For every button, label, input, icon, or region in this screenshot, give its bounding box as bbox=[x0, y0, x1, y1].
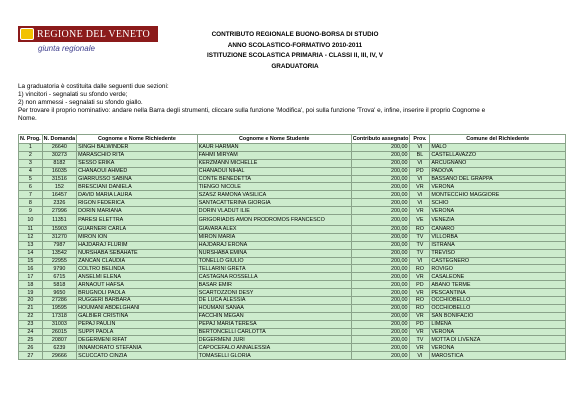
cell-contributo: 200,00 bbox=[351, 273, 410, 281]
cell-studente: HOUMANI SANAA bbox=[197, 304, 351, 312]
cell-studente: FACCHIN MEGAN bbox=[197, 312, 351, 320]
cell-contributo: 200,00 bbox=[351, 159, 410, 167]
cell-studente: DEGERMENI JURI bbox=[197, 336, 351, 344]
cell-comune: MALO bbox=[430, 144, 566, 152]
cell-comune: VERONA bbox=[430, 328, 566, 336]
table-row bbox=[19, 207, 566, 215]
cell-contributo: 200,00 bbox=[351, 257, 410, 265]
intro-line-2: 1) vincitori - segnalati su sfondo verde; bbox=[18, 91, 128, 98]
header-line-3: ISTITUZIONE SCOLASTICA PRIMARIA - CLASSI II, III, IV, V bbox=[206, 52, 384, 60]
cell-n-domanda: 27996 bbox=[42, 207, 76, 215]
cell-comune: LIMENA bbox=[430, 320, 566, 328]
header-comune: Comune del Richiedente bbox=[430, 135, 566, 144]
logo-title: REGIONE DEL VENETO bbox=[37, 28, 150, 40]
cell-richiedente: ANSELMI ELENA bbox=[77, 273, 198, 281]
cell-contributo: 200,00 bbox=[351, 144, 410, 152]
table-row bbox=[19, 183, 566, 191]
cell-richiedente: SESSO ERIKA bbox=[77, 159, 198, 167]
cell-richiedente: HOUMANI ABDELGHANI bbox=[77, 304, 198, 312]
cell-n-domanda: 30273 bbox=[42, 151, 76, 159]
table-row bbox=[19, 241, 566, 249]
cell-richiedente: MARASCHIO RITA bbox=[77, 151, 198, 159]
cell-contributo: 200,00 bbox=[351, 312, 410, 320]
cell-comune: TREVISO bbox=[430, 249, 566, 257]
cell-contributo: 200,00 bbox=[351, 207, 410, 215]
table-row bbox=[19, 352, 566, 360]
cell-n-prog: 10 bbox=[19, 215, 43, 226]
cell-n-prog: 21 bbox=[19, 304, 43, 312]
cell-contributo: 200,00 bbox=[351, 281, 410, 289]
cell-contributo: 200,00 bbox=[351, 191, 410, 199]
cell-contributo: 200,00 bbox=[351, 320, 410, 328]
cell-richiedente: DAVID MARIA LAURA bbox=[77, 191, 198, 199]
header-line-1: CONTRIBUTO REGIONALE BUONO-BORSA DI STUDIO bbox=[211, 31, 379, 38]
cell-studente: CAPOCEFALO ANNALESSIA bbox=[197, 344, 351, 352]
cell-studente: FAHMI MIRYAM bbox=[197, 151, 351, 159]
cell-n-domanda: 31516 bbox=[42, 175, 76, 183]
cell-comune: ISTRANA bbox=[430, 241, 566, 249]
cell-n-domanda: 26640 bbox=[42, 144, 76, 152]
cell-n-prog: 16 bbox=[19, 265, 43, 273]
cell-n-prog: 20 bbox=[19, 297, 43, 305]
cell-n-prog: 15 bbox=[19, 257, 43, 265]
cell-n-domanda: 19595 bbox=[42, 304, 76, 312]
cell-contributo: 200,00 bbox=[351, 241, 410, 249]
cell-contributo: 200,00 bbox=[351, 151, 410, 159]
cell-n-prog: 4 bbox=[19, 167, 43, 175]
cell-prov: TV bbox=[410, 241, 430, 249]
cell-contributo: 200,00 bbox=[351, 297, 410, 305]
cell-prov: PD bbox=[410, 167, 430, 175]
cell-richiedente: GUARNERI CARLA bbox=[77, 226, 198, 234]
intro-text bbox=[18, 83, 558, 123]
logo-subtitle: giunta regionale bbox=[38, 44, 95, 53]
cell-n-prog: 13 bbox=[19, 241, 43, 249]
cell-comune: OCCHIOBELLO bbox=[430, 297, 566, 305]
cell-comune: PESCANTINA bbox=[430, 289, 566, 297]
cell-comune: SAN BONIFACIO bbox=[430, 312, 566, 320]
cell-comune: CANARO bbox=[430, 226, 566, 234]
table-row bbox=[19, 159, 566, 167]
cell-n-domanda: 27286 bbox=[42, 297, 76, 305]
cell-studente: TONELLO GIULIO bbox=[197, 257, 351, 265]
cell-n-prog: 12 bbox=[19, 233, 43, 241]
table-row bbox=[19, 233, 566, 241]
cell-n-domanda: 152 bbox=[42, 183, 76, 191]
cell-n-domanda: 15903 bbox=[42, 226, 76, 234]
table-row bbox=[19, 289, 566, 297]
cell-richiedente: BRESCIANI DANIELA bbox=[77, 183, 198, 191]
cell-richiedente: CHANAOUI AHMED bbox=[77, 167, 198, 175]
header-line-4: GRADUATORIA bbox=[271, 62, 319, 70]
intro-line-1: La graduatoria è costituita dalle seguenti due sezioni: bbox=[18, 83, 169, 90]
cell-prov: BL bbox=[410, 151, 430, 159]
cell-n-prog: 19 bbox=[19, 289, 43, 297]
cell-n-prog: 6 bbox=[19, 183, 43, 191]
cell-prov: VR bbox=[410, 312, 430, 320]
cell-n-domanda: 17318 bbox=[42, 312, 76, 320]
cell-prov: VR bbox=[410, 273, 430, 281]
cell-n-prog: 17 bbox=[19, 273, 43, 281]
cell-prov: RO bbox=[410, 265, 430, 273]
intro-line-3: 2) non ammessi - segnalati su sfondo giallo. bbox=[18, 99, 143, 106]
cell-studente: BASAR EMIR bbox=[197, 281, 351, 289]
header-n-prog: N. Prog. bbox=[20, 136, 41, 142]
cell-contributo: 200,00 bbox=[351, 336, 410, 344]
cell-richiedente: SCUCCATO CINZIA bbox=[77, 352, 198, 360]
cell-n-domanda: 8182 bbox=[42, 159, 76, 167]
cell-n-domanda: 6239 bbox=[42, 344, 76, 352]
cell-richiedente: COLTRO BELINDA bbox=[77, 265, 198, 273]
cell-comune: CASALEONE bbox=[430, 273, 566, 281]
table-row bbox=[19, 312, 566, 320]
table-row bbox=[19, 215, 566, 226]
cell-n-domanda: 13542 bbox=[42, 249, 76, 257]
cell-comune: MONTECCHIO MAGGIORE bbox=[430, 191, 566, 199]
header-n-domanda: N. Domanda bbox=[43, 136, 76, 142]
cell-contributo: 200,00 bbox=[351, 215, 410, 226]
cell-prov: VI bbox=[410, 175, 430, 183]
header-contributo: Contributo assegnato bbox=[352, 136, 409, 142]
cell-richiedente: PARESI ELETTRA bbox=[77, 215, 198, 226]
cell-prov: VI bbox=[410, 352, 430, 360]
cell-n-domanda: 9790 bbox=[42, 265, 76, 273]
cell-n-prog: 22 bbox=[19, 312, 43, 320]
cell-prov: VR bbox=[410, 207, 430, 215]
cell-prov: VI bbox=[410, 191, 430, 199]
cell-n-domanda: 11351 bbox=[42, 215, 76, 226]
cell-comune: PADOVA bbox=[430, 167, 566, 175]
table-row bbox=[19, 320, 566, 328]
cell-prov: VR bbox=[410, 344, 430, 352]
cell-n-domanda: 26015 bbox=[42, 328, 76, 336]
cell-prov: TV bbox=[410, 249, 430, 257]
cell-comune: VERONA bbox=[430, 183, 566, 191]
cell-n-domanda: 22955 bbox=[42, 257, 76, 265]
cell-studente: PEPAJ MARIA TERESA bbox=[197, 320, 351, 328]
cell-richiedente: RUGGERI BARBARA bbox=[77, 297, 198, 305]
table-header-row bbox=[19, 135, 566, 144]
header-line-2: ANNO SCOLASTICO-FORMATIVO 2010-2011 bbox=[227, 41, 363, 49]
cell-studente: DORIN VLADUT ILIE bbox=[197, 207, 351, 215]
cell-comune: VERONA bbox=[430, 344, 566, 352]
cell-n-domanda: 7987 bbox=[42, 241, 76, 249]
table-row bbox=[19, 336, 566, 344]
cell-n-domanda: 5818 bbox=[42, 281, 76, 289]
cell-contributo: 200,00 bbox=[351, 328, 410, 336]
cell-n-domanda: 20807 bbox=[42, 336, 76, 344]
cell-studente: CONTE BENEDETTA bbox=[197, 175, 351, 183]
cell-prov: VI bbox=[410, 199, 430, 207]
cell-richiedente: SINGH BALWINDER bbox=[77, 144, 198, 152]
cell-studente: NURSHABA EMINA bbox=[197, 249, 351, 257]
cell-studente: GRIGORIADIS AMON PRODROMOS FRANCESCO bbox=[197, 215, 351, 226]
cell-richiedente: SUPPI PAOLA bbox=[77, 328, 198, 336]
header-prov: Prov. bbox=[410, 135, 430, 144]
table-row bbox=[19, 344, 566, 352]
cell-n-domanda: 16457 bbox=[42, 191, 76, 199]
cell-n-prog: 26 bbox=[19, 344, 43, 352]
cell-n-domanda: 2326 bbox=[42, 199, 76, 207]
cell-prov: VE bbox=[410, 215, 430, 226]
cell-richiedente: NURSHABA SEBAHATE bbox=[77, 249, 198, 257]
cell-studente: KAUR HARMAN bbox=[197, 144, 351, 152]
cell-prov: VI bbox=[410, 144, 430, 152]
cell-n-prog: 18 bbox=[19, 281, 43, 289]
cell-contributo: 200,00 bbox=[351, 344, 410, 352]
cell-contributo: 200,00 bbox=[351, 352, 410, 360]
cell-n-domanda: 6715 bbox=[42, 273, 76, 281]
table-row bbox=[19, 297, 566, 305]
cell-contributo: 200,00 bbox=[351, 226, 410, 234]
cell-studente: HAJDARAJ ERONA bbox=[197, 241, 351, 249]
cell-comune: MOTTA DI LIVENZA bbox=[430, 336, 566, 344]
cell-richiedente: BRUGNOLI PAOLA bbox=[77, 289, 198, 297]
table-row bbox=[19, 175, 566, 183]
cell-comune: VENEZIA bbox=[430, 215, 566, 226]
table-row bbox=[19, 151, 566, 159]
cell-richiedente: DEGERMENI RIFAT bbox=[77, 336, 198, 344]
cell-n-prog: 25 bbox=[19, 336, 43, 344]
cell-contributo: 200,00 bbox=[351, 265, 410, 273]
cell-contributo: 200,00 bbox=[351, 233, 410, 241]
cell-n-prog: 2 bbox=[19, 151, 43, 159]
cell-n-prog: 5 bbox=[19, 175, 43, 183]
cell-richiedente: GIARRUSSO SABINA bbox=[77, 175, 198, 183]
cell-contributo: 200,00 bbox=[351, 183, 410, 191]
table-row bbox=[19, 265, 566, 273]
cell-n-prog: 7 bbox=[19, 191, 43, 199]
cell-richiedente: GALBIER CRISTINA bbox=[77, 312, 198, 320]
cell-studente: KERZMANN MICHELLE bbox=[197, 159, 351, 167]
cell-studente: TIENGO NICOLE bbox=[197, 183, 351, 191]
cell-prov: RO bbox=[410, 304, 430, 312]
table-body bbox=[19, 144, 566, 360]
table-row bbox=[19, 167, 566, 175]
cell-comune: OCCHIOBELLO bbox=[430, 304, 566, 312]
table-row bbox=[19, 249, 566, 257]
cell-contributo: 200,00 bbox=[351, 304, 410, 312]
cell-n-domanda: 29666 bbox=[42, 352, 76, 360]
cell-richiedente: ZANCAN CLAUDIA bbox=[77, 257, 198, 265]
header-richiedente: Cognome e Nome Richiedente bbox=[77, 135, 198, 144]
cell-n-prog: 23 bbox=[19, 320, 43, 328]
cell-n-prog: 11 bbox=[19, 226, 43, 234]
cell-contributo: 200,00 bbox=[351, 249, 410, 257]
cell-prov: VR bbox=[410, 183, 430, 191]
header-studente: Cognome e Nome Studente bbox=[197, 135, 351, 144]
cell-richiedente: INNAMORATO STEFANIA bbox=[77, 344, 198, 352]
table-row bbox=[19, 257, 566, 265]
cell-n-domanda: 31270 bbox=[42, 233, 76, 241]
cell-richiedente: DORIN MARIANA bbox=[77, 207, 198, 215]
cell-comune: SCHIO bbox=[430, 199, 566, 207]
cell-comune: VERONA bbox=[430, 207, 566, 215]
cell-studente: SCARTOZZONI DESY bbox=[197, 289, 351, 297]
cell-prov: VI bbox=[410, 257, 430, 265]
cell-comune: MAROSTICA bbox=[430, 352, 566, 360]
ranking-table bbox=[18, 134, 566, 360]
cell-n-domanda: 31003 bbox=[42, 320, 76, 328]
cell-n-prog: 14 bbox=[19, 249, 43, 257]
table-row bbox=[19, 304, 566, 312]
cell-prov: TV bbox=[410, 336, 430, 344]
table-row bbox=[19, 281, 566, 289]
cell-studente: TOMASELLI GLORIA bbox=[197, 352, 351, 360]
cell-richiedente: ARNAOUT HAFSA bbox=[77, 281, 198, 289]
cell-studente: BERTONCELLI CARLOTTA bbox=[197, 328, 351, 336]
table-row bbox=[19, 191, 566, 199]
cell-richiedente: HAJDARAJ FLURIM bbox=[77, 241, 198, 249]
cell-studente: MIRON MARIA bbox=[197, 233, 351, 241]
cell-n-domanda: 9650 bbox=[42, 289, 76, 297]
logo-banner bbox=[18, 26, 158, 42]
cell-contributo: 200,00 bbox=[351, 167, 410, 175]
cell-studente: SANTACATTERINA GIORGIA bbox=[197, 199, 351, 207]
cell-prov: RO bbox=[410, 226, 430, 234]
cell-studente: SZASZ RAMONA VASILICA bbox=[197, 191, 351, 199]
table-row bbox=[19, 273, 566, 281]
cell-prov: PD bbox=[410, 281, 430, 289]
cell-comune: VILLORBA bbox=[430, 233, 566, 241]
cell-studente: CASTAGNA ROSSELLA bbox=[197, 273, 351, 281]
table-row bbox=[19, 144, 566, 152]
cell-prov: VR bbox=[410, 328, 430, 336]
cell-studente: GIAVARA ALEX bbox=[197, 226, 351, 234]
document-header bbox=[160, 30, 430, 72]
cell-contributo: 200,00 bbox=[351, 175, 410, 183]
cell-richiedente: PEPAJ PAULIN bbox=[77, 320, 198, 328]
cell-richiedente: MIRON ION bbox=[77, 233, 198, 241]
cell-comune: ARCUGNANO bbox=[430, 159, 566, 167]
cell-n-prog: 1 bbox=[19, 144, 43, 152]
regione-veneto-logo bbox=[18, 26, 158, 56]
cell-prov: PD bbox=[410, 320, 430, 328]
cell-prov: RO bbox=[410, 297, 430, 305]
cell-prov: VR bbox=[410, 289, 430, 297]
cell-prov: TV bbox=[410, 233, 430, 241]
cell-contributo: 200,00 bbox=[351, 289, 410, 297]
table-row bbox=[19, 226, 566, 234]
cell-contributo: 200,00 bbox=[351, 199, 410, 207]
cell-n-prog: 9 bbox=[19, 207, 43, 215]
table-row bbox=[19, 328, 566, 336]
cell-studente: DE LUCA ALESSIA bbox=[197, 297, 351, 305]
cell-comune: CASTEGNERO bbox=[430, 257, 566, 265]
cell-n-prog: 8 bbox=[19, 199, 43, 207]
table-row bbox=[19, 199, 566, 207]
cell-n-domanda: 16035 bbox=[42, 167, 76, 175]
cell-comune: CASTELLAVAZZO bbox=[430, 151, 566, 159]
cell-studente: CHANAOUI NIHAL bbox=[197, 167, 351, 175]
cell-comune: ABANO TERME bbox=[430, 281, 566, 289]
cell-n-prog: 24 bbox=[19, 328, 43, 336]
cell-prov: VI bbox=[410, 159, 430, 167]
cell-n-prog: 3 bbox=[19, 159, 43, 167]
cell-comune: ROVIGO bbox=[430, 265, 566, 273]
cell-comune: BASSANO DEL GRAPPA bbox=[430, 175, 566, 183]
intro-line-5: Nome. bbox=[18, 115, 37, 122]
cell-n-prog: 27 bbox=[19, 352, 43, 360]
cell-studente: TELLARINI GRETA bbox=[197, 265, 351, 273]
intro-line-4: Per trovare il proprio nominativo: andare nella Barra degli strumenti, cliccare sulla funzione 'Modifica', poi sulla funzione 'Trova' e, infine, inserire il proprio Cognome e bbox=[18, 107, 486, 114]
cell-richiedente: RIGON FEDERICA bbox=[77, 199, 198, 207]
lion-emblem-icon bbox=[20, 28, 34, 40]
